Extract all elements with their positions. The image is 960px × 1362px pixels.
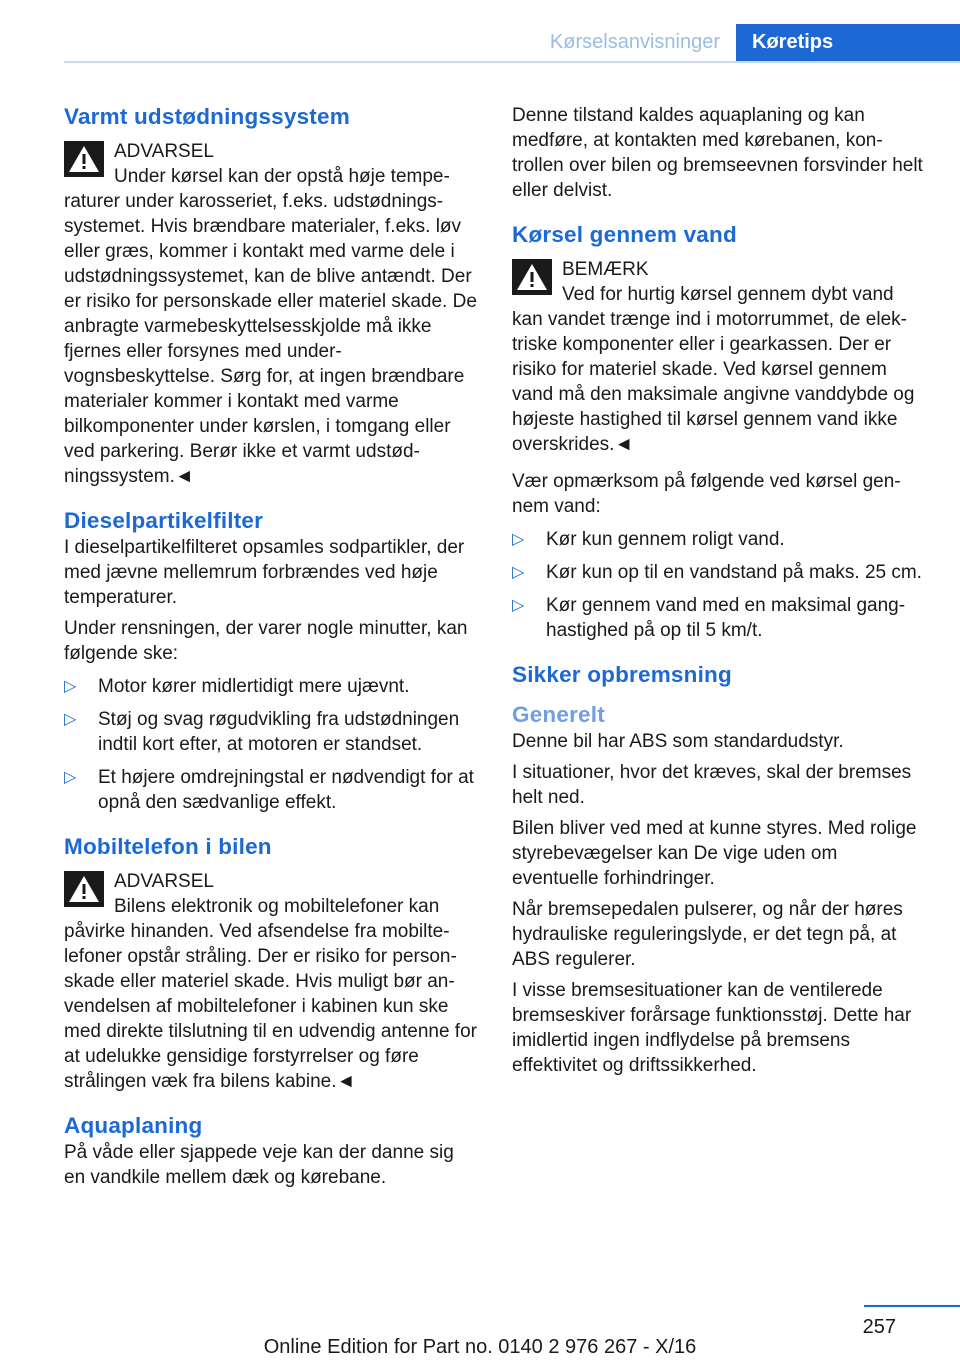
bullet-triangle-icon: ▷	[512, 531, 525, 548]
paragraph: I dieselpartikelfilteret opsamles sodpartikler, der med jævne mellemrum forbrændes ved høje temperaturer.	[64, 537, 465, 608]
paragraph: Vær opmærksom på følgende ved kørsel gennem vand:	[512, 471, 901, 517]
paragraph: Denne tilstand kaldes aquaplaning og kan medføre, at kontakten med kørebanen, kontrollen over bilen og bremseevnen forsvinder helt eller delvist.	[512, 105, 923, 201]
warning-triangle-icon	[64, 871, 104, 907]
paragraph: Under rensningen, der varer nogle minutter, kan følgende ske:	[64, 618, 468, 664]
note-text: Ved for hurtig kørsel gennem dybt vand kan vandet trænge ind i motorrummet, de elektriske komponenter eller i gearkassen. Der er risiko for materiel skade. Ved kørsel gennem vand må den maksimale angivne vanddybde og højeste hastighed til kørsel gennem vand ikke overskrides.◄	[512, 284, 915, 455]
left-column	[64, 103, 479, 1190]
note-block-water	[512, 257, 927, 457]
page-header	[0, 24, 960, 62]
paragraph: Denne bil har ABS som standardudstyr.	[512, 731, 844, 752]
bullet-list-water	[512, 527, 927, 643]
heading-water: Kørsel gennem vand	[512, 222, 737, 247]
warning-triangle-icon	[64, 141, 104, 177]
paragraph: I visse bremsesituationer kan de ventilerede bremseskiver forårsage funktionsstøj. Dette har imidlertid ingen indflydelse på bremsens effektivitet og driftssikkerhed.	[512, 980, 912, 1076]
right-column	[512, 103, 927, 1078]
heading-dpf: Dieselpartikelfilter	[64, 508, 264, 533]
list-item: ▷ Kør gennem vand med en maksimal ganghastighed på op til 5 km/t.	[512, 595, 906, 641]
warning-title: ADVARSEL	[114, 141, 214, 162]
paragraph: Når bremsepedalen pulserer, og når der høres hydrauliske reguleringslyde, er det tegn på, at ABS regulerer.	[512, 899, 903, 970]
note-title: BEMÆRK	[562, 259, 649, 280]
warning-text: Under kørsel kan der opstå høje temperaturer under karosseriet, f.eks. udstødningssystemet. Hvis brændbare materialer, f.eks. løv eller græs, kommer i kontakt med varme dele i udstødningssystemet, kan de blive antændt. Der er risiko for personskade eller materiel skade. De anbragte varmebeskyttelsesskjolde må ikke fjernes eller forsynes med undervognsbeskyttelse. Sørg for, at ingen brændbare materialer kommer i kontakt med varme bilkomponenter under kørslen, i tomgang eller ved parkering. Berør ikke et varmt udstødningssystem.◄	[64, 166, 477, 487]
paragraph: I situationer, hvor det kræves, skal der bremses helt ned.	[512, 762, 912, 808]
warning-title: ADVARSEL	[114, 871, 214, 892]
list-item: ▷ Kør kun op til en vandstand på maks. 25 cm.	[512, 562, 922, 583]
list-item: ▷ Støj og svag røgudvikling fra udstødningen indtil kort efter, at motoren er standset.	[64, 709, 460, 755]
heading-mobile: Mobiltelefon i bilen	[64, 834, 272, 859]
active-tab[interactable]: Køretips	[736, 24, 960, 61]
edition-note: Online Edition for Part no. 0140 2 976 267 - X/16	[263, 1336, 697, 1358]
page-number: 257	[862, 1316, 896, 1338]
header-rule	[64, 61, 960, 63]
list-item: ▷ Motor kører midlertidigt mere ujævnt.	[64, 676, 410, 697]
bullet-triangle-icon: ▷	[64, 678, 77, 695]
bullet-triangle-icon: ▷	[64, 769, 77, 786]
footer-rule	[864, 1305, 960, 1307]
warning-triangle-icon	[512, 259, 552, 295]
paragraph: På våde eller sjappede veje kan der danne sig en vandkile mellem dæk og kørebane.	[64, 1142, 454, 1188]
bullet-triangle-icon: ▷	[512, 564, 525, 581]
heading-aquaplaning: Aquaplaning	[64, 1113, 203, 1138]
section-tab[interactable]: Kørselsanvisninger	[549, 31, 720, 53]
warning-block-mobile	[64, 869, 479, 1094]
bullet-list-dpf	[64, 674, 479, 815]
list-item: ▷ Kør kun gennem roligt vand.	[512, 529, 785, 550]
warning-text: Bilens elektronik og mobiltelefoner kan påvirke hinanden. Ved afsendelse fra mobiltelefoner opstår stråling. Der er risiko for personskade eller materiel skade. Hvis muligt bør anvendelsen af mobiltelefoner i kabinen kun ske med direkte tilslutning til en udvendig antenne for at udelukke gensidige forstyrrelser og føre strålingen væk fra bilens kabine.◄	[64, 896, 477, 1092]
list-item: ▷ Et højere omdrejningstal er nødvendigt for at opnå den sædvanlige effekt.	[64, 767, 474, 813]
bullet-triangle-icon: ▷	[512, 597, 525, 614]
warning-block-exhaust	[64, 139, 479, 489]
heading-exhaust: Varmt udstødningssystem	[64, 104, 350, 129]
bullet-triangle-icon: ▷	[64, 711, 77, 728]
subheading-general: Generelt	[512, 702, 605, 727]
heading-braking: Sikker opbremsning	[512, 662, 732, 687]
paragraph: Bilen bliver ved med at kunne styres. Med rolige styrebevægelser kan De vige uden om eventuelle forhindringer.	[512, 818, 917, 889]
